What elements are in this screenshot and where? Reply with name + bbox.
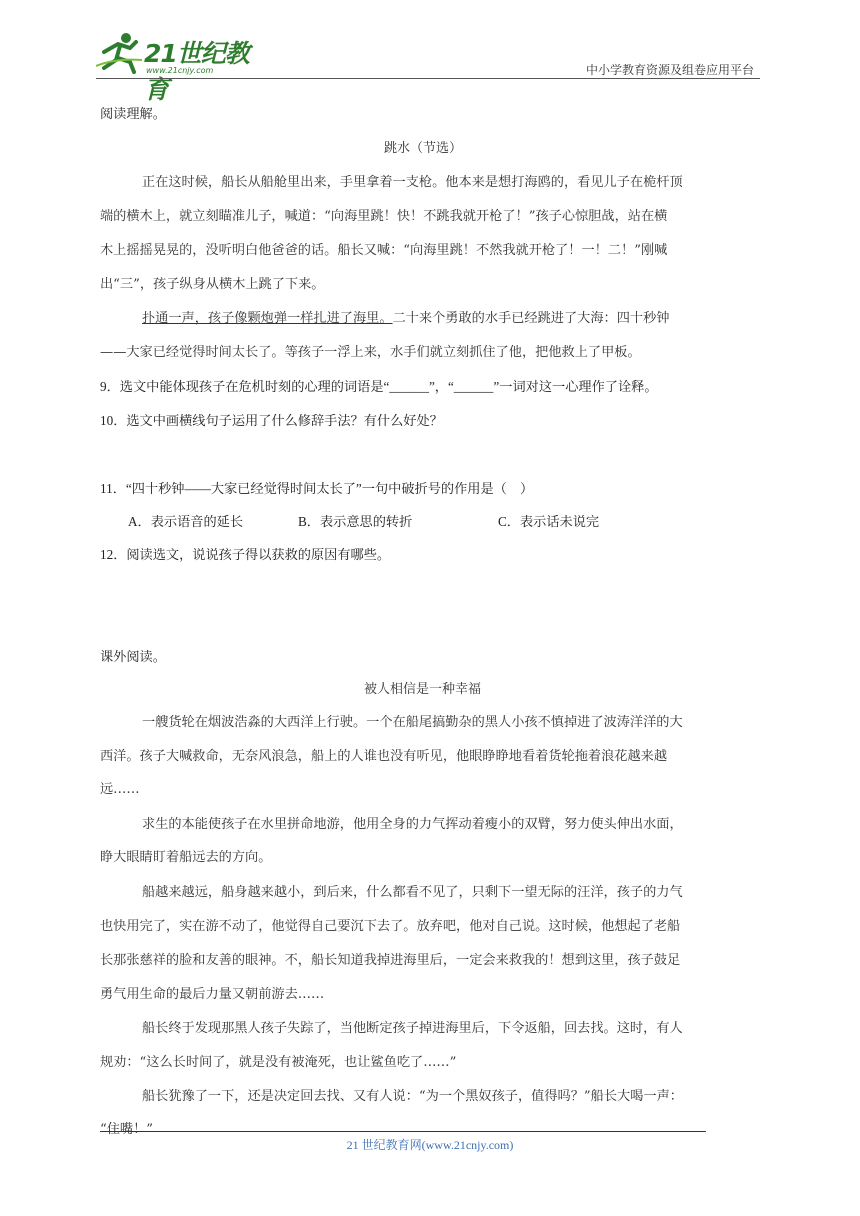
underlined-sentence: 扑通一声，孩子像颗炮弹一样扎进了海里。 [142, 311, 393, 326]
passage1-line: 出“三”，孩子纵身从横木上跳了下来。 [100, 277, 325, 292]
passage2-line: 睁大眼睛盯着船远去的方向。 [100, 850, 272, 865]
passage1-line: 端的横木上，就立刻瞄准儿子，喊道：“向海里跳！快！不跳我就开枪了！”孩子心惊胆战，站在横 [100, 209, 668, 224]
passage2-line: 远…… [100, 782, 140, 797]
question-11: 11．“四十秒钟——大家已经觉得时间太长了”一句中破折号的作用是（ ） [100, 481, 534, 496]
header-platform-name: 中小学教育资源及组卷应用平台 [585, 63, 754, 77]
passage2-line: 勇气用生命的最后力量又朝前游去…… [100, 987, 325, 1002]
passage1-line: 木上摇摇晃晃的，没听明白他爸爸的话。船长又喊：“向海里跳！不然我就开枪了！一！二！”刚喊 [100, 243, 668, 258]
passage1-line-rest: 二十来个勇敢的水手已经跳进了大海：四十秒钟 [392, 311, 670, 326]
passage2-line: 船长犹豫了一下，还是决定回去找、又有人说：“为一个黑奴孩子，值得吗？”船长大喝一声： [142, 1089, 683, 1104]
passage2-line: 西洋。孩子大喊救命，无奈风浪急，船上的人谁也没有听见，他眼睁睁地看着货轮拖着浪花越来越 [100, 749, 668, 764]
logo-url: www.21cnjy.com [146, 66, 214, 75]
passage1-line [142, 310, 670, 328]
footer-site-link[interactable]: 21 世纪教育网(www.21cnjy.com) [346, 1138, 514, 1152]
footer-divider [100, 1131, 706, 1132]
question-11-option-a: A．表示语音的延长 [128, 514, 244, 529]
question-10: 10．选文中画横线句子运用了什么修辞手法？有什么好处？ [100, 413, 443, 428]
passage2-line: 求生的本能使孩子在水里拼命地游，他用全身的力气挥动着瘦小的双臂，努力使头伸出水面， [142, 817, 683, 832]
passage2-line: “住嘴！” [100, 1122, 154, 1137]
passage2-line: 船长终于发现那黑人孩子失踪了，当他断定孩子掉进海里后，下令返船，回去找。这时，有人 [142, 1021, 683, 1036]
passage2-line: 也快用完了，实在游不动了，他觉得自己要沉下去了。放弃吧，他对自己说。这时候，他想起了老船 [100, 919, 681, 934]
logo-text: 21世纪教育 [144, 39, 249, 104]
section1-title: 跳水（节选） [384, 141, 463, 156]
section2-label: 课外阅读。 [100, 649, 166, 664]
passage1-line: ——大家已经觉得时间太长了。等孩子一浮上来，水手们就立刻抓住了他，把他救上了甲板。 [100, 345, 641, 360]
passage2-line: 一艘货轮在烟波浩淼的大西洋上行驶。一个在船尾搞勤杂的黑人小孩不慎掉进了波涛洋洋的大 [142, 715, 683, 730]
passage2-line: 长那张慈祥的脸和友善的眼神。不，船长知道我掉进海里后，一定会来救我的！想到这里，孩子鼓足 [100, 953, 681, 968]
section2-title: 被人相信是一种幸福 [364, 682, 482, 697]
page-header [96, 30, 760, 104]
question-11-option-b: B．表示意思的转折 [298, 514, 413, 529]
passage1-line: 正在这时候，船长从船舱里出来，手里拿着一支枪。他本来是想打海鸥的，看见儿子在桅杆顶 [142, 175, 683, 190]
site-logo [96, 30, 266, 104]
passage2-line: 船越来越远，船身越来越小，到后来，什么都看不见了，只剩下一望无际的汪洋，孩子的力气 [142, 885, 683, 900]
runner-icon [96, 30, 144, 74]
header-divider [96, 78, 760, 79]
section1-label: 阅读理解。 [100, 106, 166, 121]
question-9: 9．选文中能体现孩子在危机时刻的心理的词语是“______”，“______”一词对这一心理作了诠释。 [100, 379, 658, 394]
passage2-line: 规劝：“这么长时间了，就是没有被淹死，也让鲨鱼吃了……” [100, 1055, 457, 1070]
question-11-option-c: C．表示话未说完 [498, 514, 600, 529]
question-12: 12．阅读选文，说说孩子得以获救的原因有哪些。 [100, 547, 391, 562]
